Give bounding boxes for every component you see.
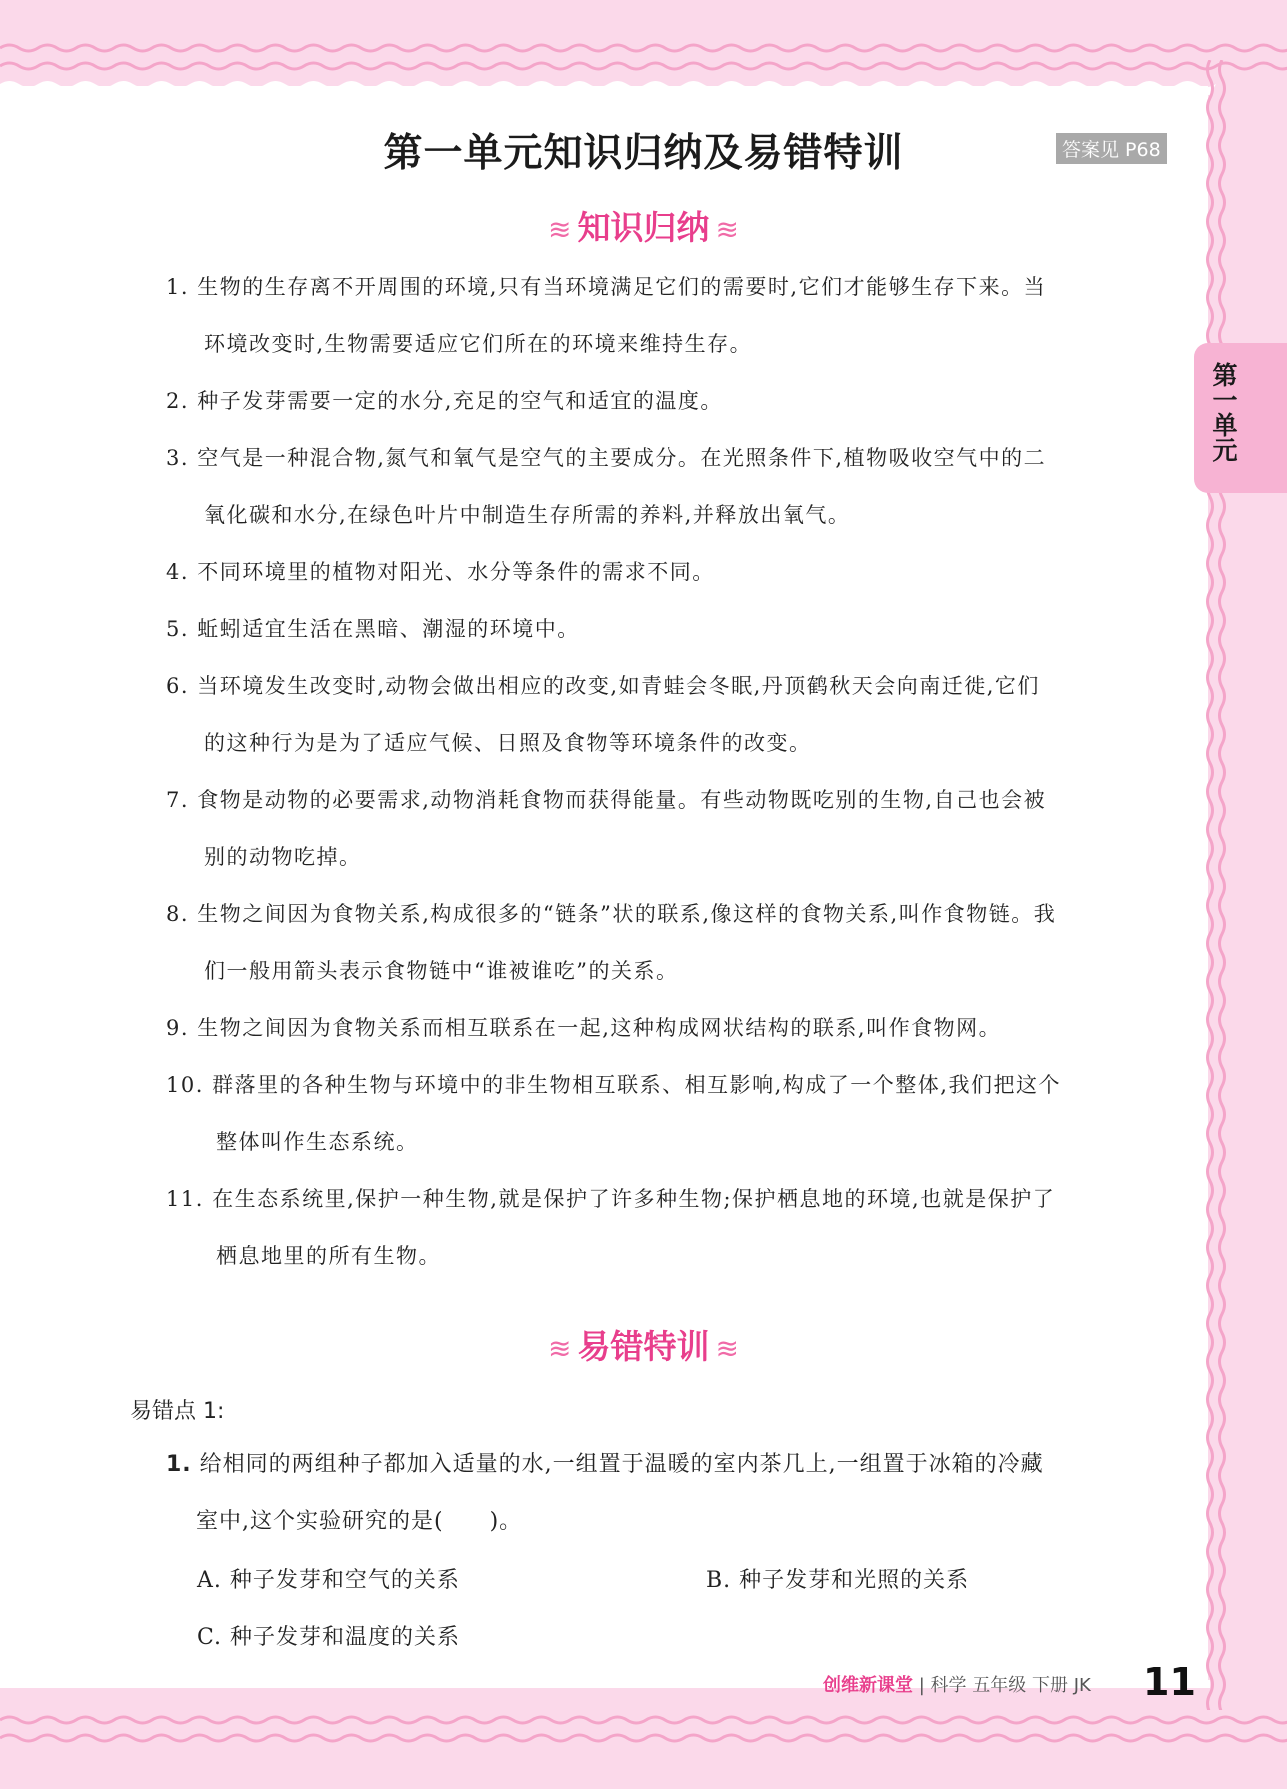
unit-side-tab-label: 第一单元 xyxy=(1209,362,1238,462)
question-number: 1. xyxy=(166,1452,192,1477)
knowledge-item-line: 整体叫作生态系统。 xyxy=(216,1130,419,1154)
bottom-wave-border xyxy=(0,1680,1287,1789)
knowledge-item-number: 11. xyxy=(166,1187,204,1211)
knowledge-item xyxy=(166,601,1176,658)
knowledge-item xyxy=(166,259,1176,373)
mistake-point-label: 易错点 1: xyxy=(130,1399,225,1424)
brand-separator: | xyxy=(918,1675,925,1696)
knowledge-item-number: 4. xyxy=(166,560,190,584)
knowledge-item-line xyxy=(166,373,1176,430)
knowledge-item xyxy=(166,430,1176,544)
knowledge-item-line: 别的动物吃掉。 xyxy=(204,845,362,869)
knowledge-item-number: 5. xyxy=(166,617,190,641)
answer-reference-tag: 答案见 P68 xyxy=(1056,133,1167,164)
knowledge-item-number: 8. xyxy=(166,902,190,926)
page-title: 第一单元知识归纳及易错特训 xyxy=(383,131,904,176)
wave-deco-icon: ≋ xyxy=(715,1332,739,1365)
knowledge-item-line xyxy=(166,1171,1176,1228)
footer-brand xyxy=(823,1671,1091,1697)
knowledge-item-text: 蚯蚓适宜生活在黑暗、潮湿的环境中。 xyxy=(197,617,580,641)
knowledge-item xyxy=(166,373,1176,430)
knowledge-item xyxy=(166,1171,1176,1285)
option-a[interactable]: A. 种子发芽和空气的关系 xyxy=(197,1568,460,1593)
wave-deco-icon: ≋ xyxy=(548,1332,572,1365)
page-number: 11 xyxy=(1143,1660,1196,1704)
knowledge-item xyxy=(166,772,1176,886)
knowledge-item-text: 种子发芽需要一定的水分,充足的空气和适宜的温度。 xyxy=(197,389,723,413)
knowledge-item-text: 生物之间因为食物关系而相互联系在一起,这种构成网状结构的联系,叫作食物网。 xyxy=(197,1016,1002,1040)
knowledge-item-line xyxy=(166,658,1176,715)
knowledge-item-text: 生物的生存离不开周围的环境,只有当环境满足它们的需要时,它们才能够生存下来。当 xyxy=(197,275,1047,299)
brand-name: 创维新课堂 xyxy=(823,1675,913,1696)
knowledge-item-text: 食物是动物的必要需求,动物消耗食物而获得能量。有些动物既吃别的生物,自己也会被 xyxy=(197,788,1047,812)
knowledge-item-line xyxy=(166,430,1176,487)
knowledge-item xyxy=(166,658,1176,772)
knowledge-item-text: 不同环境里的植物对阳光、水分等条件的需求不同。 xyxy=(197,560,715,584)
knowledge-item-line xyxy=(166,544,1176,601)
wave-deco-icon: ≋ xyxy=(715,213,739,246)
knowledge-item-line: 环境改变时,生物需要适应它们所在的环境来维持生存。 xyxy=(204,332,753,356)
knowledge-item-number: 6. xyxy=(166,674,190,698)
knowledge-item xyxy=(166,544,1176,601)
knowledge-item-number: 2. xyxy=(166,389,190,413)
question-text: 给相同的两组种子都加入适量的水,一组置于温暖的室内茶几上,一组置于冰箱的冷藏 xyxy=(199,1452,1044,1477)
knowledge-item-line xyxy=(166,601,1176,658)
knowledge-item-line: 们一般用箭头表示食物链中“谁被谁吃”的关系。 xyxy=(204,959,679,983)
knowledge-item-text: 空气是一种混合物,氮气和氧气是空气的主要成分。在光照条件下,植物吸收空气中的二 xyxy=(197,446,1047,470)
knowledge-item-line: 栖息地里的所有生物。 xyxy=(216,1244,441,1268)
knowledge-item xyxy=(166,886,1176,1000)
knowledge-item-number: 10. xyxy=(166,1073,204,1097)
right-wave-border xyxy=(1200,60,1230,1710)
knowledge-item-text: 当环境发生改变时,动物会做出相应的改变,如青蛙会冬眠,丹顶鹤秋天会向南迁徙,它们 xyxy=(197,674,1040,698)
knowledge-item-number: 7. xyxy=(166,788,190,812)
top-wave-border xyxy=(0,0,1287,95)
wave-deco-icon: ≋ xyxy=(548,213,572,246)
knowledge-item-text: 生物之间因为食物关系,构成很多的“链条”状的联系,像这样的食物关系,叫作食物链。我 xyxy=(197,902,1057,926)
question-line xyxy=(166,1436,1186,1493)
question-line: 室中,这个实验研究的是( )。 xyxy=(196,1509,523,1534)
knowledge-item xyxy=(166,1000,1176,1057)
knowledge-item-line xyxy=(166,1000,1176,1057)
knowledge-item-number: 1. xyxy=(166,275,190,299)
option-b[interactable]: B. 种子发芽和光照的关系 xyxy=(706,1568,970,1593)
knowledge-item-line xyxy=(166,886,1176,943)
knowledge-item-line: 的这种行为是为了适应气候、日照及食物等环境条件的改变。 xyxy=(204,731,812,755)
knowledge-item-line: 氧化碳和水分,在绿色叶片中制造生存所需的养料,并释放出氧气。 xyxy=(204,503,851,527)
mistakes-heading-text: 易错特训 xyxy=(577,1327,710,1366)
book-info: 科学 五年级 下册 JK xyxy=(930,1675,1091,1696)
knowledge-heading-text: 知识归纳 xyxy=(577,208,710,247)
knowledge-item-line xyxy=(166,772,1176,829)
knowledge-item xyxy=(166,1057,1176,1171)
knowledge-item-line xyxy=(166,1057,1176,1114)
knowledge-item-line xyxy=(166,259,1176,316)
knowledge-section-heading xyxy=(0,202,1287,249)
question-1 xyxy=(166,1436,1186,1550)
option-c[interactable]: C. 种子发芽和温度的关系 xyxy=(197,1625,461,1650)
mistakes-section-heading xyxy=(0,1321,1287,1368)
knowledge-item-text: 在生态系统里,保护一种生物,就是保护了许多种生物;保护栖息地的环境,也就是保护了 xyxy=(212,1187,1056,1211)
knowledge-item-number: 9. xyxy=(166,1016,190,1040)
knowledge-item-number: 3. xyxy=(166,446,190,470)
knowledge-item-text: 群落里的各种生物与环境中的非生物相互联系、相互影响,构成了一个整体,我们把这个 xyxy=(212,1073,1061,1097)
